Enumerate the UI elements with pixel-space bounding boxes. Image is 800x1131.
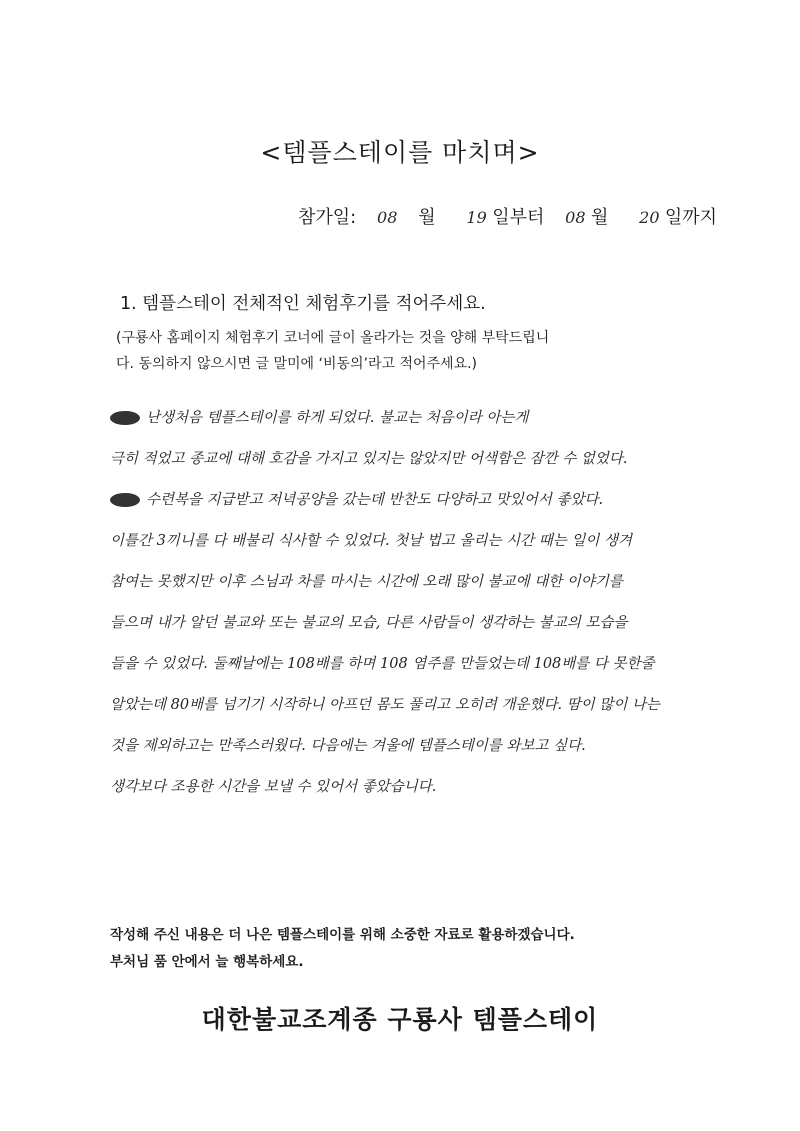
review-line: 생각보다 조용한 시간을 보낼 수 있어서 좋았습니다.: [110, 779, 437, 795]
closing-line: 작성해 주신 내용은 더 나은 템플스테이를 위해 소중한 자료로 활용하겠습니다.: [110, 927, 575, 943]
question-1: 1. 템플스테이 전체적인 체험후기를 적어주세요.: [120, 294, 486, 314]
organization-name: 대한불교조계종 구룡사 템플스테이: [201, 1005, 599, 1034]
consent-note: [116, 325, 716, 377]
review-line: 난생처음 템플스테이를 하게 되었다. 불교는 처음이라 아는게: [110, 398, 760, 439]
closing-line: 부처님 품 안에서 늘 행복하세요.: [110, 954, 304, 970]
handwritten-review: [110, 398, 760, 808]
review-line: 것을 제외하고는 만족스러웠다. 다음에는 겨울에 템플스테이를 와보고 싶다.: [110, 738, 586, 754]
review-line: 들으며 내가 알던 불교와 또는 불교의 모습, 다른 사람들이 생각하는 불교의 모습을: [110, 615, 628, 631]
review-line: 알았는데 80배를 넘기기 시작하니 아프던 몸도 풀리고 오히려 개운했다. 땀이 많이 나는: [110, 697, 660, 713]
review-line: 참여는 못했지만 이후 스님과 차를 마시는 시간에 오래 많이 불교에 대한 이야기를: [110, 574, 623, 590]
dates-label: 참가일:: [298, 207, 357, 228]
consent-note-line: (구룡사 홈페이지 체험후기 코너에 글이 올라가는 것을 양해 부탁드립니: [116, 330, 550, 346]
review-line: 극히 적었고 종교에 대해 호감을 가지고 있지는 않았지만 어색함은 잠깐 수 없었다.: [110, 451, 628, 467]
end-month-unit: 월: [590, 207, 609, 228]
review-line: 수련복을 지급받고 저녁공양을 갔는데 반찬도 다양하고 맛있어서 좋았다.: [110, 480, 760, 521]
closing-message: [110, 922, 575, 976]
review-line: 이틀간 3끼니를 다 배불리 식사할 수 있었다. 첫날 법고 울리는 시간 때는 일이 생겨: [110, 533, 632, 549]
to-unit: 일까지: [664, 207, 718, 228]
from-unit: 일부터: [492, 207, 545, 228]
end-day-value: 20: [639, 208, 660, 227]
start-month-unit: 월: [418, 207, 436, 228]
consent-note-line: 다. 동의하지 않으시면 글 말미에 ‘비동의’라고 적어주세요.): [116, 356, 478, 372]
scribble-mark: [110, 411, 140, 425]
scribble-mark: [110, 493, 140, 507]
start-day-value: 19: [466, 208, 487, 227]
participation-dates: [298, 203, 717, 229]
page-title: <템플스테이를 마치며>: [260, 138, 540, 167]
end-month-value: 08: [565, 208, 586, 227]
start-month-value: 08: [377, 208, 398, 227]
review-line: 들을 수 있었다. 둘째날에는 108배를 하며 108 염주를 만들었는데 108배를 다 못한줄: [110, 656, 655, 672]
